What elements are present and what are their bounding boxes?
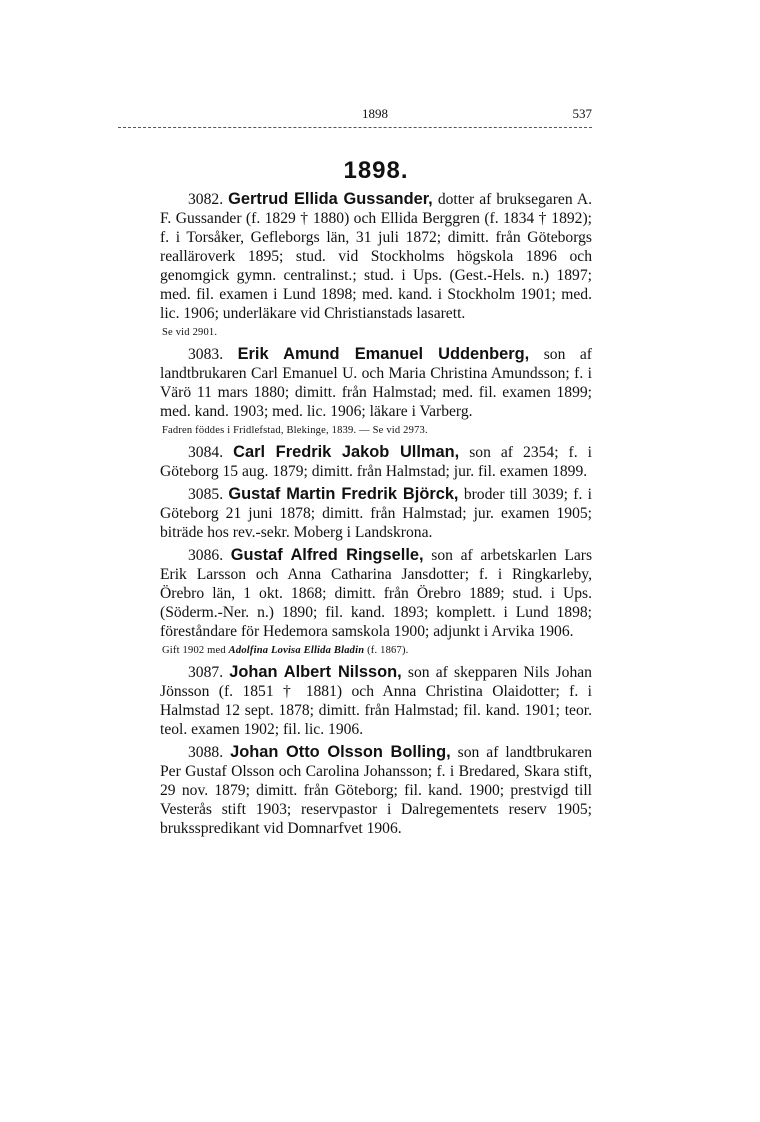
entry-text: broder till 3039; f. i Göteborg 21 juni 1878; dimitt. från Halmstad; jur. examen 1905; biträde hos rev.-sekr. Moberg i Landskrona. bbox=[160, 486, 592, 541]
note-spouse-name: Adolfina Lovisa Ellida Bladin bbox=[228, 645, 365, 656]
entry-paragraph bbox=[160, 743, 592, 838]
entry-number: 3085. bbox=[188, 486, 224, 503]
entry-number: 3082. bbox=[188, 191, 224, 208]
entry-note: Se vid 2901. bbox=[162, 327, 218, 338]
entry-name: Gustaf Alfred Ringselle, bbox=[230, 546, 424, 564]
entry-text: dotter af bruksegaren A. F. Gussander (f. 1829 † 1880) och Ellida Berggren (f. 1834 † 1892); f. i Torsåker, Gefleborgs län, 31 juli 1872; dimitt. från Göteborgs realläroverk 1895; stud. vid Stockholms högskola 1896 och genomgick gymn. centralinst.; stud. i Ups. (Gest.-Hels. n.) 1897; med. fil. examen i Lund 1898; med. kand. i Stockholm 1901; med. lic. 1906; underläkare vid Christianstads lasarett. bbox=[160, 191, 593, 322]
entry-text: son af landtbrukaren Carl Emanuel U. och Maria Christina Amundsson; f. i Värö 11 mars 1880; dimitt. från Halmstad; med. fil. examen 1899; med. kand. 1903; med. lic. 1906; läkare i Varberg. bbox=[160, 346, 593, 420]
entry-3087 bbox=[160, 663, 592, 739]
entry-number: 3088. bbox=[188, 744, 224, 761]
entry-name: Gustaf Martin Fredrik Björck, bbox=[228, 485, 459, 503]
entry-paragraph bbox=[160, 485, 592, 542]
entry-3088 bbox=[160, 743, 592, 838]
entry-3082 bbox=[160, 190, 592, 341]
running-head-year: 1898 bbox=[362, 106, 388, 121]
entry-name: Johan Otto Olsson Bolling, bbox=[230, 743, 451, 761]
entry-paragraph bbox=[160, 190, 592, 323]
entry-paragraph bbox=[160, 663, 592, 739]
section-heading: 1898. bbox=[343, 157, 409, 184]
entry-text: son af 2354; f. i Göteborg 15 aug. 1879; dimitt. från Halmstad; jur. fil. examen 1899. bbox=[160, 444, 592, 480]
running-head bbox=[160, 104, 592, 124]
entry-name: Gertrud Ellida Gussander, bbox=[228, 190, 433, 208]
entry-note bbox=[160, 642, 592, 659]
entry-text: son af landtbrukaren Per Gustaf Olsson och Carolina Johansson; f. i Bredared, Skara stift, 29 nov. 1879; dimitt. från Göteborg; fil. kand. 1900; prestvigd till Vesterås stift 1903; reservpastor i Dalregementets reserv 1905; bruksspredikant vid Domnarfvet 1906. bbox=[160, 744, 592, 837]
entry-text: son af arbetskarlen Lars Erik Larsson och Anna Catharina Jansdotter; f. i Ringkarleby, Örebro län, 1 okt. 1868; dimitt. från Örebro 1889; stud. i Ups. (Söderm.-Ner. n.) 1890; fil. kand. 1893; komplett. i Lund 1898; föreståndare för Hedemora samskola 1900; adjunkt i Arvika 1906. bbox=[160, 547, 593, 640]
note-suffix: (f. 1867). bbox=[364, 645, 409, 656]
entry-paragraph bbox=[160, 443, 592, 481]
entry-paragraph bbox=[160, 546, 592, 641]
entry-list bbox=[160, 190, 592, 842]
entry-name: Carl Fredrik Jakob Ullman, bbox=[233, 443, 460, 461]
header-rule bbox=[118, 127, 592, 128]
entry-number: 3086. bbox=[188, 547, 224, 564]
entry-text: son af skepparen Nils Johan Jönsson (f. 1851 † 1881) och Anna Christina Olaidotter; f. i Halmstad 12 sept. 1878; dimitt. från Halmstad; fil. kand. 1901; teor. teol. examen 1902; fil. lic. 1906. bbox=[160, 664, 592, 738]
entry-number: 3084. bbox=[188, 444, 224, 461]
entry-3083 bbox=[160, 345, 592, 439]
entry-name: Johan Albert Nilsson, bbox=[229, 663, 402, 681]
note-prefix: Gift 1902 med bbox=[162, 645, 229, 656]
entry-number: 3087. bbox=[188, 664, 224, 681]
entry-3084 bbox=[160, 443, 592, 481]
entry-3085 bbox=[160, 485, 592, 542]
page-number: 537 bbox=[572, 106, 592, 121]
entry-note: Fadren föddes i Fridlefstad, Blekinge, 1839. — Se vid 2973. bbox=[162, 425, 428, 436]
entry-3086 bbox=[160, 546, 592, 659]
entry-name: Erik Amund Emanuel Uddenberg, bbox=[237, 345, 530, 363]
entry-number: 3083. bbox=[188, 346, 224, 363]
entry-paragraph bbox=[160, 345, 592, 421]
